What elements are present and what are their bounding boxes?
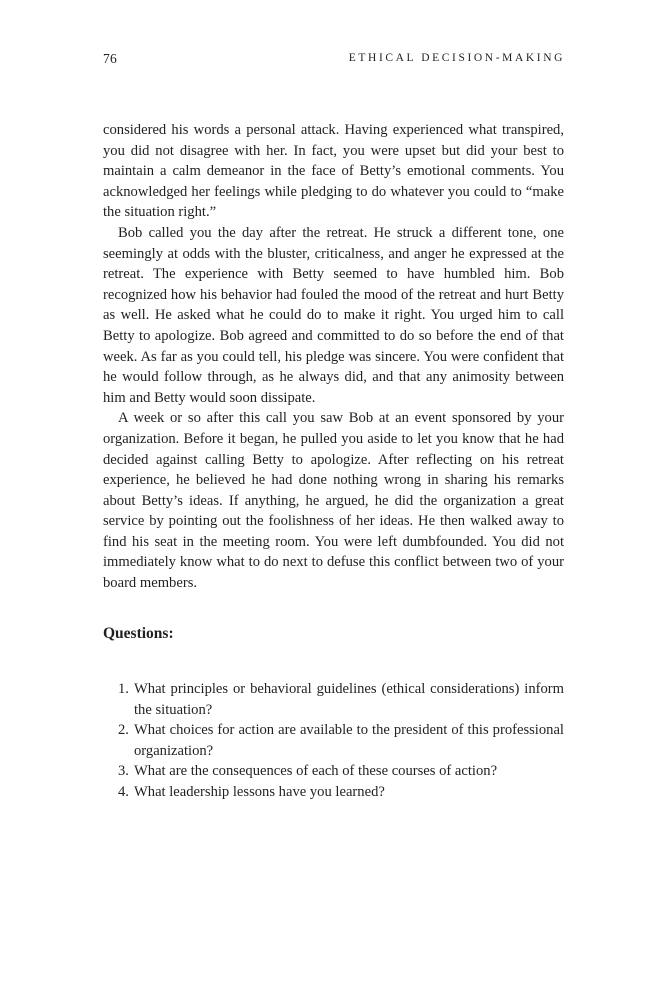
question-number: 3. bbox=[118, 763, 129, 780]
paragraph: Bob called you the day after the retreat. He struck a different tone, one seemingly at odds with the bluster, criticalness, and anger he expressed at the retreat. The experience with Betty seemed to have humbled him. Bob recognized how his behavior had fouled the mood of the retreat and hurt Betty as well. He asked what he could do to make it right. You urged him to call Betty to apologize. Bob agreed and committed to do so before the end of that week. As far as you could tell, his pledge was sincere. You were confident that he would follow through, as he always did, and that any animosity between him and Betty would soon dissipate. bbox=[103, 224, 564, 406]
question-item bbox=[103, 761, 564, 782]
questions-list bbox=[103, 679, 564, 803]
question-number: 2. bbox=[118, 722, 129, 739]
question-text: What choices for action are available to the president of this professional organization? bbox=[134, 722, 564, 759]
questions-heading: Questions: bbox=[103, 625, 174, 642]
running-head: ETHICAL DECISION-MAKING bbox=[348, 52, 565, 64]
question-number: 4. bbox=[118, 783, 129, 800]
question-item bbox=[103, 720, 564, 761]
question-text: What principles or behavioral guidelines (ethical considerations) inform the situation? bbox=[134, 681, 564, 718]
question-number: 1. bbox=[118, 681, 129, 697]
page-number: 76 bbox=[103, 51, 118, 66]
paragraph: A week or so after this call you saw Bob at an event sponsored by your organization. Before it began, he pulled you aside to let you know that he had decided against calling Betty to apologize. After reflecting on his retreat experience, he believed he had done nothing wrong in sharing his remarks about Betty’s ideas. If anything, he argued, he did the organization a great service by pointing out the foolishness of her ideas. He then walked away to find his seat in the meeting room. You were left dumbfounded. You did not immediately know what to do next to defuse this conflict between two of your board members. bbox=[103, 410, 564, 592]
question-text: What are the consequences of each of these courses of action? bbox=[134, 763, 498, 780]
paragraph: considered his words a personal attack. Having experienced what transpired, you did not disagree with her. In fact, you were upset but did your best to maintain a calm demeanor in the face of Betty’s emotional comments. You acknowledged her feelings while pledging to do whatever you could to “make the situation right.” bbox=[103, 122, 564, 221]
page-header bbox=[103, 51, 565, 71]
body-text bbox=[103, 120, 564, 594]
question-item bbox=[103, 782, 564, 803]
question-item bbox=[103, 679, 564, 720]
question-text: What leadership lessons have you learned? bbox=[134, 783, 385, 800]
